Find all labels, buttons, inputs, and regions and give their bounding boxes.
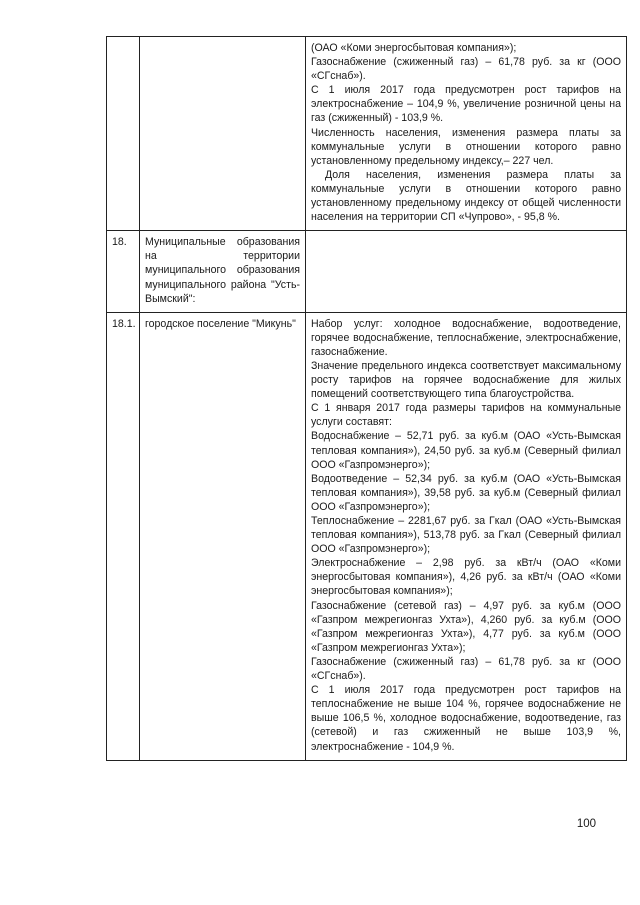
municipality-name: [140, 37, 306, 231]
paragraph: С 1 января 2017 года размеры тарифов на коммунальные услуги составят:: [311, 402, 621, 429]
paragraph: Водоснабжение – 52,71 руб. за куб.м (ОАО «Усть-Вымская тепловая компания»), 24,50 руб. за куб.м (Северный филиал ООО «Газпромэнерго»);: [311, 430, 621, 471]
municipality-name: городское поселение "Микунь": [140, 312, 306, 760]
paragraph: Газоснабжение (сжиженный газ) – 61,78 руб. за кг (ООО «СГснаб»).: [311, 655, 621, 683]
tariff-table: [106, 36, 627, 761]
row-number: 18.: [107, 231, 140, 312]
tariff-description: [306, 37, 627, 231]
paragraph: Газоснабжение (сетевой газ) – 4,97 руб. за куб.м (ООО «Газпром межрегионгаз Ухта»), 4,260 руб. за куб.м (ООО «Газпром межрегионгаз Ухта»), 4,77 руб. за куб.м (ООО «Газпром межрегионгаз Ухта»);: [311, 599, 621, 654]
paragraph: Газоснабжение (сжиженный газ) – 61,78 руб. за кг (ООО «СГснаб»).: [311, 56, 621, 83]
row-number: 18.1.: [107, 312, 140, 760]
table-row: [107, 231, 627, 312]
paragraph: С 1 июля 2017 года предусмотрен рост тарифов на электроснабжение – 104,9 %, увеличение розничной цены на газ (сжиженный) - 103,9 %.: [311, 84, 621, 125]
municipality-name: Муниципальные образования на территории муниципального образования муниципального района "Усть-Вымский":: [140, 231, 306, 312]
paragraph: Водоотведение – 52,34 руб. за куб.м (ОАО «Усть-Вымская тепловая компания»), 39,58 руб. за куб.м (Северный филиал ООО «Газпромэнерго»);: [311, 472, 621, 513]
tariff-description: [306, 231, 627, 312]
paragraph: Электроснабжение – 2,98 руб. за кВт/ч (ОАО «Коми энергосбытовая компания»), 4,26 руб. за кВт/ч (ОАО «Коми энергосбытовая компания»);: [311, 557, 621, 598]
table-row: [107, 37, 627, 231]
paragraph: Теплоснабжение – 2281,67 руб. за Гкал (ОАО «Усть-Вымская тепловая компания»), 513,78 руб. за Гкал (Северный филиал ООО «Газпромэнерго»);: [311, 515, 621, 556]
paragraph: Доля населения, изменения размера платы за коммунальные услуги в отношении которого равно установленному предельному индексу от общей численности населения на территории СП «Чупрово», - 95,8 %.: [311, 168, 621, 224]
paragraph: Численность населения, изменения размера платы за коммунальные услуги в отношении которого равно установленному предельному индексу,– 227 чел.: [311, 126, 621, 167]
page-number: 100: [576, 818, 596, 830]
paragraph: Значение предельного индекса соответствует максимальному росту тарифов на горячее водоснабжение для жилых помещений соответствующего типа благоустройства.: [311, 359, 621, 401]
paragraph: С 1 июля 2017 года предусмотрен рост тарифов на теплоснабжение не выше 104 %, горячее водоснабжение не выше 106,5 %, холодное водоснабжение, водоотведение, газ (сетевой) и газ сжиженный не выше 103,9 %, электроснабжение - 104,9 %.: [311, 684, 621, 753]
tariff-description: [306, 312, 627, 760]
table-row: [107, 312, 627, 760]
paragraph: (ОАО «Коми энергосбытовая компания»);: [311, 42, 517, 54]
row-number: [107, 37, 140, 231]
paragraph: Набор услуг: холодное водоснабжение, водоотведение, горячее водоснабжение, теплоснабжение, электроснабжение, газоснабжение.: [311, 317, 621, 358]
